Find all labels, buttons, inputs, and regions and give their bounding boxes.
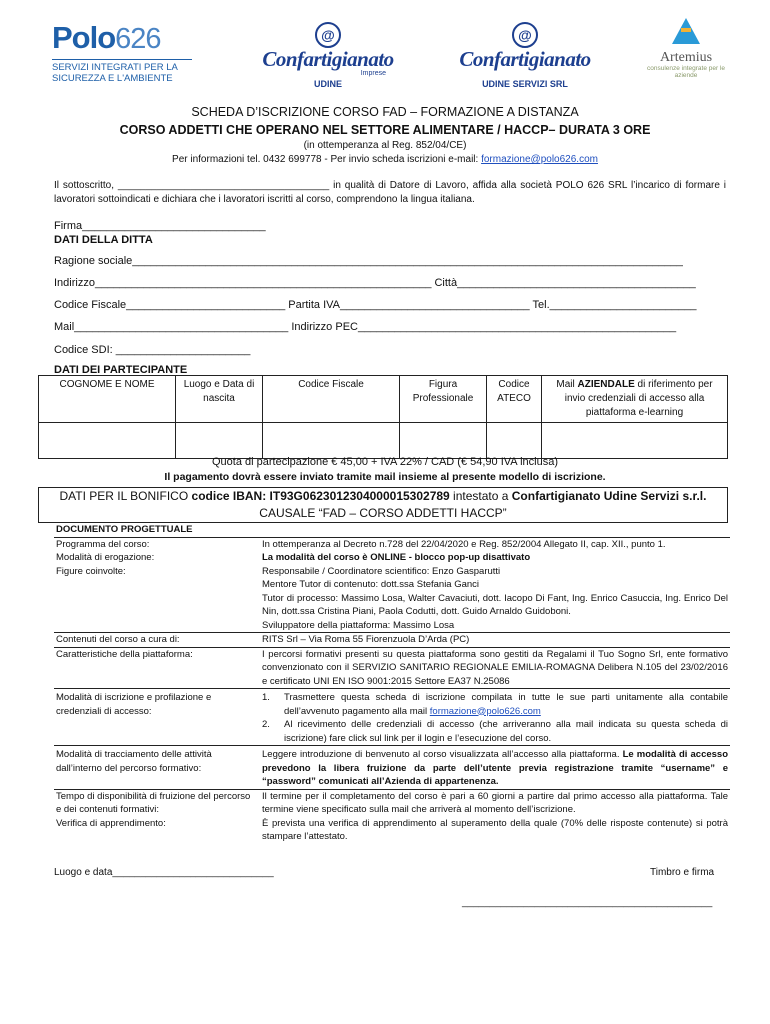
iscrizione-step-1: 1. Trasmettere questa scheda di iscrizione compilata in tutte le sue parti unitamente alla contabile dell’avvenuto pagamento alla mail formazione@polo626.com	[262, 692, 728, 717]
doc-heading-row	[54, 523, 730, 537]
bank-transfer-box	[38, 487, 728, 523]
doc-row-tempo	[54, 789, 730, 817]
figure-tutor-processo: Tutor di processo: Massimo Losa, Walter Cavaciuti, dott. Iacopo Di Fant, Ing. Enrico Casuccia, Ing. Enrico Del Nin, dott.ssa Cristina Piani, Paola Codutti, dott. Guido Arnaldo Guidoboni.	[262, 592, 728, 617]
verifica-label: Verifica di apprendimento:	[56, 817, 166, 829]
beneficiary-name: Confartigianato Udine Servizi s.r.l.	[511, 489, 707, 503]
artemius-tagline: consulenze integrate per le aziende	[646, 65, 726, 79]
polo-tagline: SERVIZI INTEGRATI PER LA SICUREZZA E L'AMBIENTE	[52, 59, 192, 84]
polo-number: 626	[115, 23, 161, 55]
confartigianato-name-1: Confartigianato	[262, 47, 394, 71]
participant-entry-row[interactable]	[39, 423, 728, 459]
project-document-table	[54, 523, 730, 844]
col-mail-suffix: di riferimento per invio credenziali di accesso alla piattaforma e-learning	[564, 379, 713, 418]
confartigianato-udine-label: UDINE	[313, 79, 342, 89]
iban-code: codice IBAN: IT93G0623012304000015302789	[191, 489, 450, 503]
verifica-value: È prevista una verifica di apprendimento al superamento della quale (70% delle risposte contenute) si potrà stampare l’attestato.	[262, 817, 728, 842]
col-cognome-nome: COGNOME E NOME	[39, 376, 176, 423]
col-figura-professionale: Figura Professionale	[400, 376, 487, 423]
tracciamento-label: Modalità di tracciamento delle attività dall’interno del percorso formativo:	[54, 746, 260, 790]
iscrizione-email-link[interactable]: formazione@polo626.com	[429, 705, 541, 717]
doc-row-programma	[54, 537, 730, 551]
programma-value: In ottemperanza al Decreto n.728 del 22/04/2020 e Reg. 852/2004 Allegato II, cap. XII., punto 1.	[260, 537, 730, 551]
confartigianato-name-2: Confartigianato	[459, 47, 591, 71]
programma-label: Programma del corso:	[54, 537, 260, 551]
contenuti-label: Contenuti del corso a cura di:	[54, 633, 260, 648]
bonifico-prefix: DATI PER IL BONIFICO	[59, 489, 192, 503]
confartigianato-imprese-label: Imprese	[360, 70, 386, 77]
place-date-field[interactable]: Luogo e data_____________________________	[54, 867, 274, 878]
ragione-sociale-field[interactable]: Ragione sociale__________________________________________________________________________________________	[54, 255, 683, 267]
confartigianato-at-icon: @	[315, 22, 341, 48]
stamp-signature-label: Timbro e firma	[650, 867, 715, 878]
form-title: SCHEDA D’ISCRIZIONE CORSO FAD – FORMAZIONE A DISTANZA	[191, 105, 579, 119]
figure-label: Figure coinvolte:	[56, 565, 126, 577]
payment-note: Il pagamento dovrà essere inviato tramite mail insieme al presente modello di iscrizione.	[164, 471, 606, 483]
figure-sviluppatore: Sviluppatore della piattaforma: Massimo Losa	[262, 619, 455, 631]
tracciamento-value	[260, 746, 730, 790]
doc-row-contenuti	[54, 633, 730, 648]
iscrizione-step-2: 2. Al ricevimento delle credenziali di accesso (che arriveranno alla mail indicata su questa scheda di iscrizione) fare click sul link per il login e l’esecuzione del corso.	[262, 719, 728, 744]
regulation-note: (in ottemperanza al Reg. 852/04/CE)	[303, 140, 467, 151]
iscrizione-step-1-text: Trasmettere questa scheda di iscrizione compilata in tutte le sue parti unitamente alla contabile dell’avvenuto pagamento alla mail	[284, 692, 728, 717]
doc-row-figure	[54, 565, 730, 633]
confartigianato-servizi-logo	[440, 22, 610, 90]
course-title: CORSO ADDETTI CHE OPERANO NEL SETTORE ALIMENTARE / HACCP– DURATA 3 ORE	[119, 123, 651, 137]
col-codice-ateco: Codice ATECO	[487, 376, 542, 423]
cell-codice-ateco[interactable]	[487, 423, 542, 459]
caratteristiche-value: I percorsi formativi presenti su questa piattaforma sono gestiti da Regalami il Tuo Sogno Srl, ente formativo convenzionato con il SERVIZIO SANITARIO REGIONALE EMILIA-ROMAGNA Delibera N.105 del 23/02/2016 e certificato UNI EN ISO 9001:2015 Settore EA37 N.25086	[262, 648, 728, 687]
cell-luogo-data[interactable]	[176, 423, 263, 459]
tempo-value: Il termine per il completamento del corso è pari a 60 giorni a partire dal primo accesso alla piattaforma. Tale termine viene specificato sulla mail che arriverà al momento dell’iscrizione.	[262, 790, 728, 815]
causale-line: CAUSALE “FAD – CORSO ADDETTI HACCP”	[259, 506, 507, 520]
figure-responsabile: Responsabile / Coordinatore scientifico: Enzo Gasparutti	[262, 565, 501, 577]
mail-pec-field[interactable]: Mail___________________________________ Indirizzo PEC____________________________________________________	[54, 321, 677, 333]
fee-text: Quota di partecipazione € 45,00 + IVA 22% / CAD (€ 54,90 IVA inclusa)	[212, 456, 558, 468]
signature-field[interactable]: Firma______________________________	[54, 220, 266, 232]
col-codice-fiscale: Codice Fiscale	[263, 376, 400, 423]
tempo-label: Tempo di disponibilità di fruizione del percorso e dei contenuti formativi:	[54, 789, 260, 817]
polo-brand: Polo	[52, 20, 116, 55]
doc-heading: DOCUMENTO PROGETTUALE	[56, 524, 193, 535]
polo626-logo	[52, 22, 192, 84]
stamp-signature-field[interactable]: _____________________________________________	[462, 897, 713, 908]
bank-transfer-line	[39, 488, 727, 505]
tracciamento-bold-text: Le modalità di accesso prevedono la libera fruizione da parte dell’utente previa registrazione tramite “username” e “password” comunicati all’Azienda di appartenenza.	[262, 749, 729, 787]
doc-row-iscrizione	[54, 689, 730, 746]
doc-row-tracciamento	[54, 746, 730, 790]
iscrizione-label: Modalità di iscrizione e profilazione e credenziali di accesso:	[54, 689, 260, 746]
doc-row-caratteristiche	[54, 647, 730, 689]
iscrizione-step-2-text: Al ricevimento delle credenziali di accesso (che arriveranno alla mail indicata su questa scheda di iscrizione) fare click sul link per il login e l’esecuzione del corso.	[284, 719, 728, 744]
col-mail-prefix: Mail	[556, 379, 578, 390]
participants-heading: DATI DEI PARTECIPANTE	[54, 364, 188, 376]
contact-info-text: Per informazioni tel. 0432 699778 - Per invio scheda iscrizioni e-mail:	[172, 154, 482, 165]
contenuti-value: RITS Srl – Via Roma 55 Fiorenzuola D’Arda (PC)	[260, 633, 730, 648]
cell-cognome-nome[interactable]	[39, 423, 176, 459]
participants-header-row	[39, 376, 728, 423]
cell-codice-fiscale[interactable]	[263, 423, 400, 459]
cell-figura-professionale[interactable]	[400, 423, 487, 459]
tracciamento-text: Leggere introduzione di benvenuto al corso visualizzata all’accesso alla piattaforma.	[262, 749, 623, 760]
confartigianato-servizi-label: UDINE SERVIZI SRL	[482, 79, 568, 89]
cell-mail-aziendale[interactable]	[542, 423, 728, 459]
doc-row-modalita	[54, 551, 730, 565]
modalita-value: La modalità del corso è ONLINE - blocco pop-up disattivato	[262, 552, 531, 563]
contact-info	[0, 154, 770, 165]
codice-sdi-field[interactable]: Codice SDI: ______________________	[54, 344, 251, 356]
artemius-name: Artemius	[659, 50, 713, 65]
col-mail-aziendale	[542, 376, 728, 423]
artemius-logo	[644, 18, 728, 79]
modalita-label: Modalità di erogazione:	[56, 552, 155, 563]
caratteristiche-label: Caratteristiche della piattaforma:	[54, 647, 260, 689]
confartigianato-at-icon: @	[512, 22, 538, 48]
artemius-a-icon	[672, 18, 700, 44]
figure-mentore: Mentore Tutor di contenuto: dott.ssa Stefania Ganci	[262, 579, 480, 590]
participants-table	[38, 375, 728, 459]
indirizzo-citta-field[interactable]: Indirizzo_______________________________________________________ Città_______________________________________	[54, 277, 696, 289]
contact-email-link[interactable]: formazione@polo626.com	[481, 154, 598, 165]
col-mail-bold: AZIENDALE	[577, 379, 635, 390]
company-data-heading: DATI DELLA DITTA	[54, 234, 153, 246]
cf-piva-tel-field[interactable]: Codice Fiscale__________________________ Partita IVA_______________________________ Tel.________________________	[54, 299, 697, 311]
declaration-text: Il sottoscritto, ______________________________________ in qualità di Datore di Lavoro, affida alla società POLO 626 SRL l’incarico di formare i lavoratori sottoindicati e dichiara che i lavoratori iscritti al corso, comprendono la lingua italiana.	[54, 180, 726, 205]
doc-row-verifica	[54, 817, 730, 844]
bonifico-mid: intestato a	[449, 489, 512, 503]
confartigianato-imprese-logo	[246, 22, 410, 90]
col-luogo-data: Luogo e Data di nascita	[176, 376, 263, 423]
